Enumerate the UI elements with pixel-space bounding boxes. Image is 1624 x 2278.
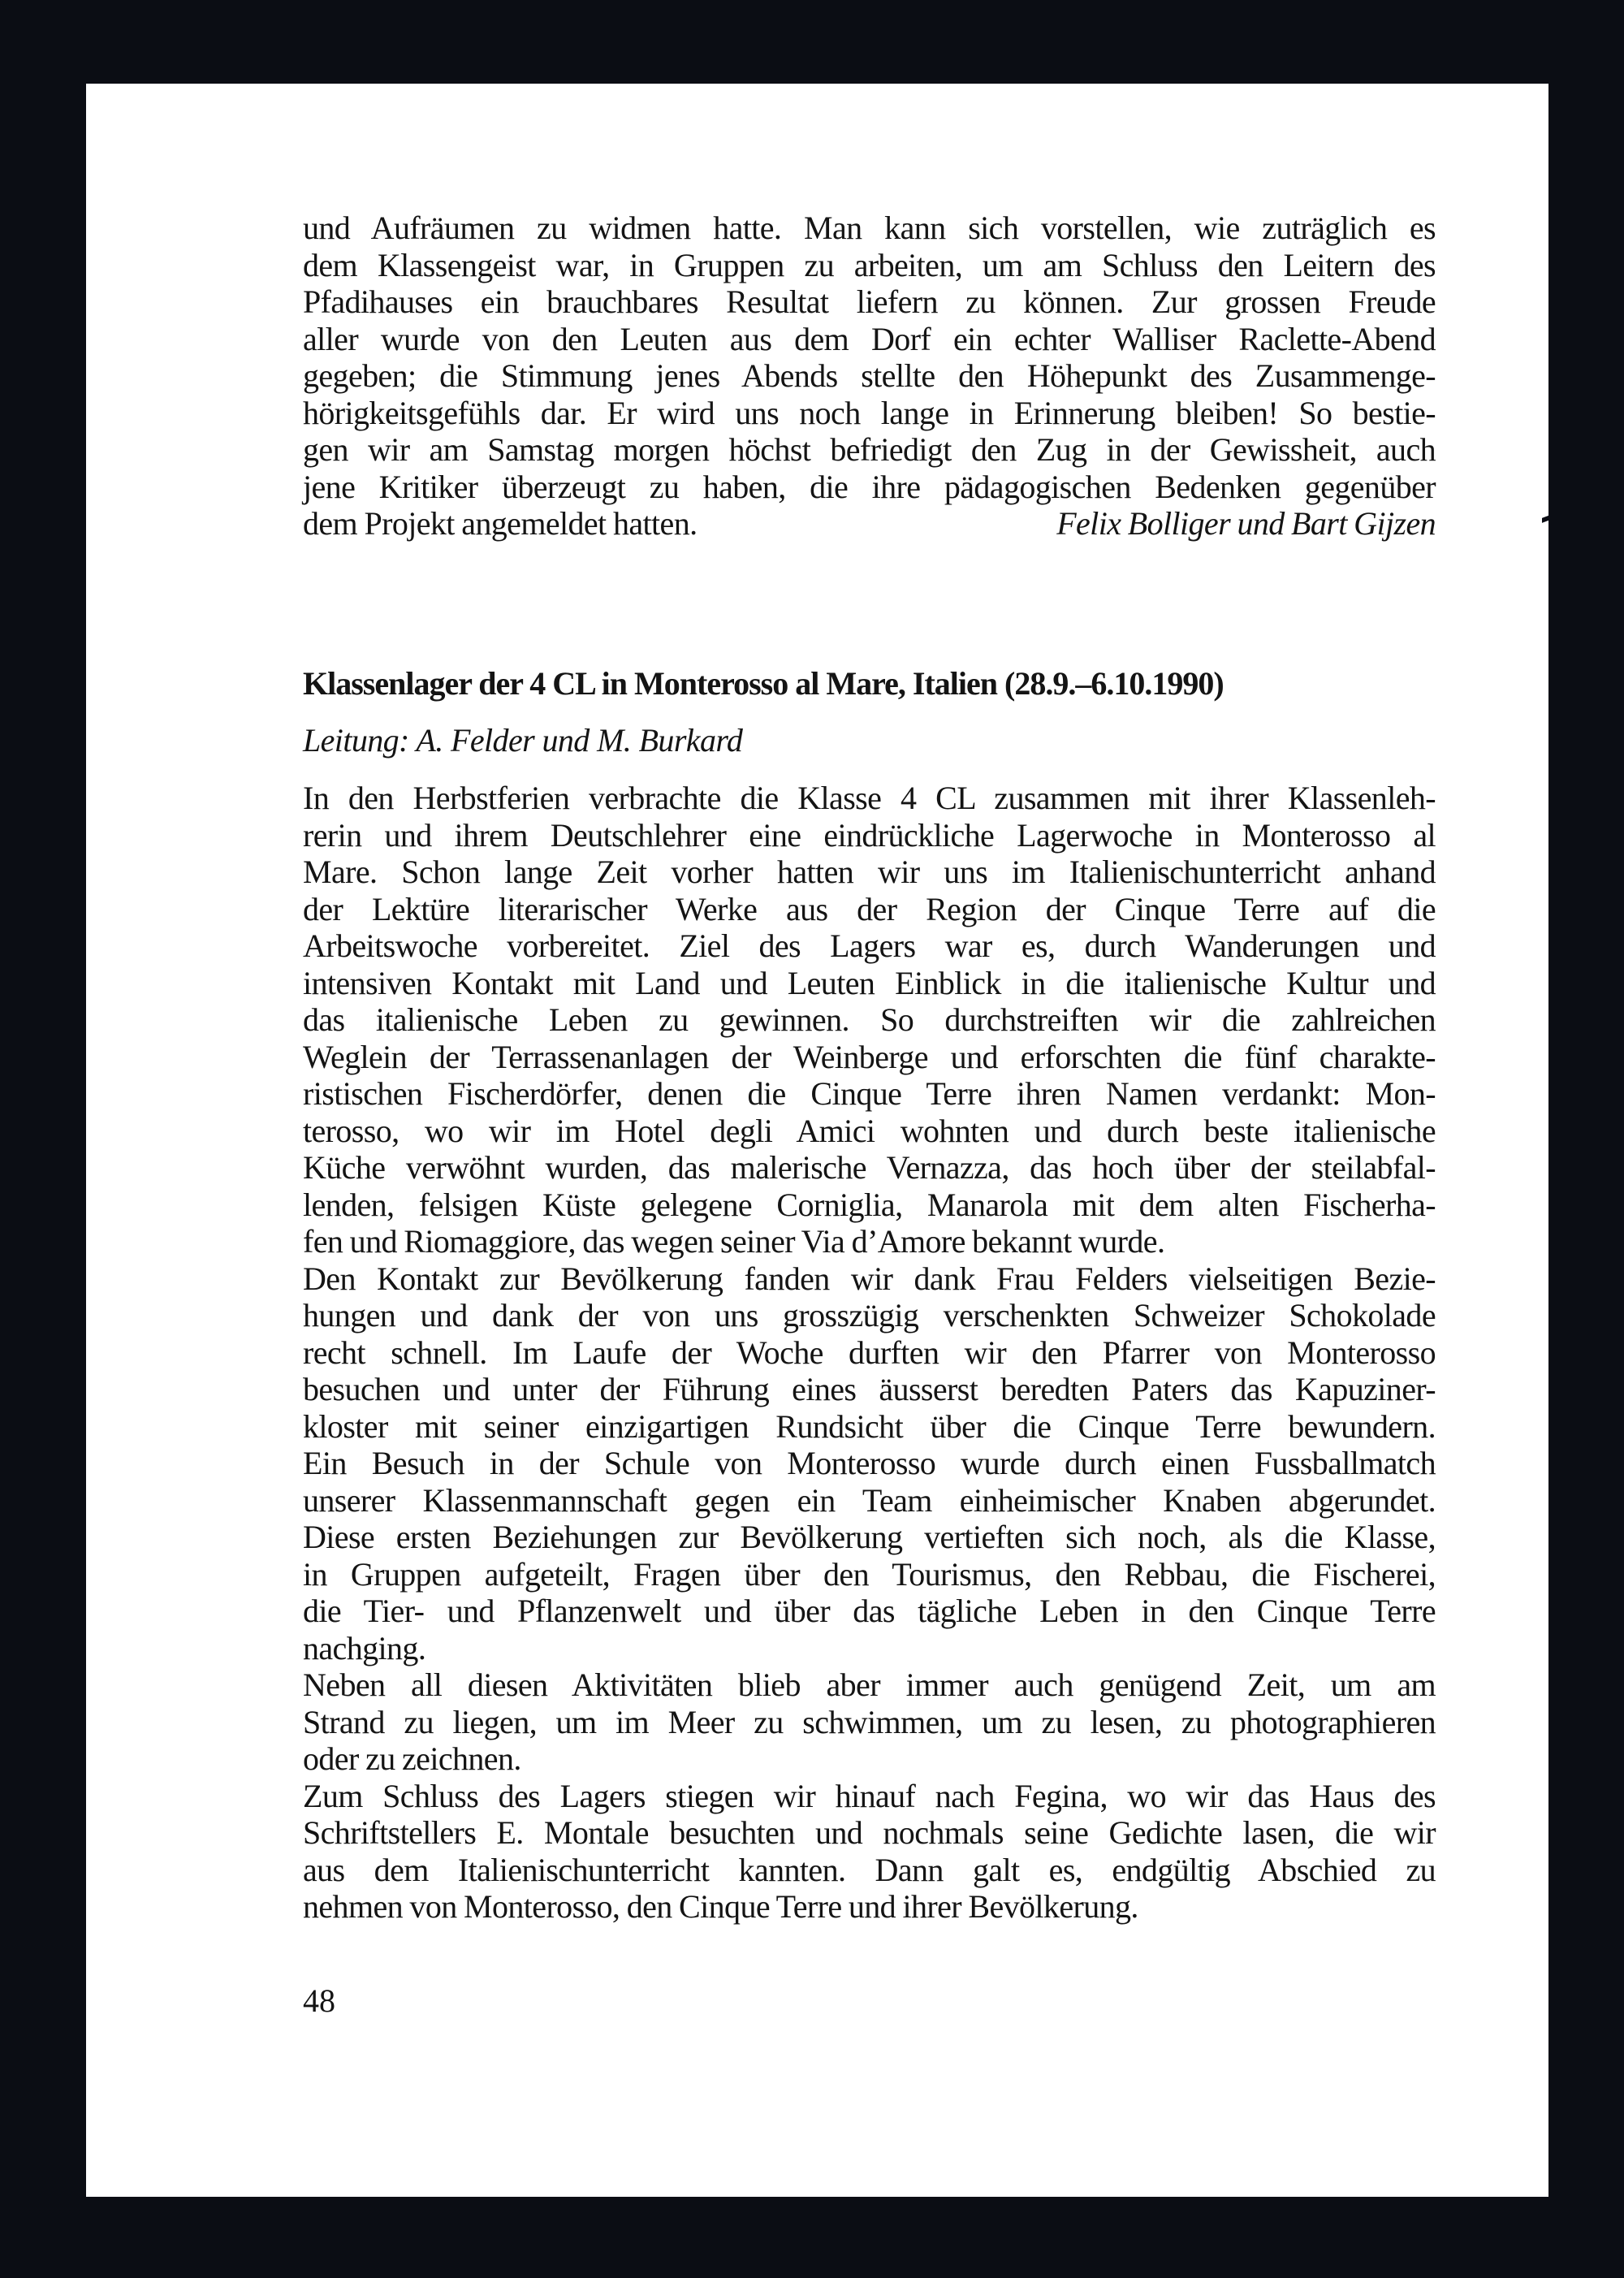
signature-line — [303, 505, 1436, 542]
text-line: In den Herbstferien verbrachte die Klasse 4 CL zusammen mit ihrer Klassenleh- — [303, 780, 1436, 816]
text-line: rerin und ihrem Deutschlehrer eine eindrückliche Lagerwoche in Monterosso al — [303, 816, 1436, 854]
text-line: dem Projekt angemeldet hatten. — [303, 505, 698, 542]
text-line: gen wir am Samstag morgen höchst befriedigt den Zug in der Gewissheit, auch — [303, 431, 1436, 468]
text-line: terosso, wo wir im Hotel degli Amici wohnten und durch beste italienische — [303, 1112, 1436, 1149]
text-line: aus dem Italienischunterricht kannten. Dann galt es, endgültig Abschied zu — [303, 1851, 1436, 1888]
text-line: hungen und dank der von uns grosszügig verschenkten Schweizer Schokolade — [303, 1297, 1436, 1334]
text-line: kloster mit seiner einzigartigen Rundsicht über die Cinque Terre bewundern. — [303, 1407, 1436, 1445]
text-line: Weglein der Terrassenanlagen der Weinberge und erforschten die fünf charakte- — [303, 1038, 1436, 1075]
text-line: recht schnell. Im Laufe der Woche durften wir den Pfarrer von Monterosso — [303, 1334, 1436, 1371]
page-number: 48 — [303, 1982, 335, 2019]
text-line: aller wurde von den Leuten aus dem Dorf ein echter Walliser Raclette-Abend — [303, 320, 1436, 357]
text-line: jene Kritiker überzeugt zu haben, die ihre pädagogischen Bedenken gegenüber — [303, 468, 1436, 505]
text-line: Diese ersten Beziehungen zur Bevölkerung vertieften sich noch, als die Klasse, — [303, 1519, 1436, 1555]
text-line: Mare. Schon lange Zeit vorher hatten wir uns im Italienischunterricht anhand — [303, 854, 1436, 890]
text-line: dem Klassengeist war, in Gruppen zu arbeiten, um am Schluss den Leitern des — [303, 246, 1436, 283]
text-line: und Aufräumen zu widmen hatte. Man kann sich vorstellen, wie zuträglich es — [303, 210, 1436, 246]
text-line: intensiven Kontakt mit Land und Leuten Einblick in die italienische Kultur und — [303, 964, 1436, 1001]
text-line: lenden, felsigen Küste gelegene Corniglia, Manarola mit dem alten Fischerha- — [303, 1186, 1436, 1223]
text-line: besuchen und unter der Führung eines äusserst beredten Paters das Kapuziner- — [303, 1371, 1436, 1407]
text-line: Zum Schluss des Lagers stiegen wir hinauf nach Fegina, wo wir das Haus des — [303, 1777, 1436, 1814]
continued-paragraph — [303, 210, 1436, 542]
text-line: unserer Klassenmannschaft gegen ein Team einheimischer Knaben abgerundet. — [303, 1481, 1436, 1519]
text-line: die Tier- und Pflanzenwelt und über das tägliche Leben in den Cinque Terre — [303, 1593, 1436, 1629]
text-line: gegeben; die Stimmung jenes Abends stellte den Höhepunkt des Zusammenge- — [303, 357, 1436, 394]
text-line: Schriftstellers E. Montale besuchten und nochmals seine Gedichte lasen, die wir — [303, 1814, 1436, 1851]
text-line: Küche verwöhnt wurden, das malerische Vernazza, das hoch über der steilabfal- — [303, 1149, 1436, 1186]
text-line: Ein Besuch in der Schule von Monterosso wurde durch einen Fussballmatch — [303, 1445, 1436, 1481]
text-line: nachging. — [303, 1629, 426, 1666]
article-body — [303, 780, 1436, 1926]
text-line: in Gruppen aufgeteilt, Fragen über den Tourismus, den Rebbau, die Fischerei, — [303, 1555, 1436, 1593]
text-line: Den Kontakt zur Bevölkerung fanden wir dank Frau Felders vielseitigen Bezie- — [303, 1260, 1436, 1297]
author-signature: Felix Bolliger und Bart Gijzen — [1056, 505, 1436, 542]
text-line: oder zu zeichnen. — [303, 1740, 521, 1777]
article-leaders: Leitung: A. Felder und M. Burkard — [303, 722, 743, 759]
text-line: das italienische Leben zu gewinnen. So durchstreiften wir die zahlreichen — [303, 1001, 1436, 1038]
text-line: nehmen von Monterosso, den Cinque Terre und ihrer Bevölkerung. — [303, 1888, 1138, 1925]
text-line: Arbeitswoche vorbereitet. Ziel des Lagers war es, durch Wanderungen und — [303, 927, 1436, 964]
text-line: Strand zu liegen, um im Meer zu schwimmen, um zu lesen, zu photographieren — [303, 1703, 1436, 1740]
article-heading: Klassenlager der 4 CL in Monterosso al Mare, Italien (28.9.–6.10.1990) — [303, 665, 1224, 702]
text-line: ristischen Fischerdörfer, denen die Cinque Terre ihren Namen verdankt: Mon- — [303, 1075, 1436, 1112]
text-line: fen und Riomaggiore, das wegen seiner Via d’Amore bekannt wurde. — [303, 1223, 1165, 1260]
text-line: der Lektüre literarischer Werke aus der Region der Cinque Terre auf die — [303, 890, 1436, 927]
text-line: hörigkeitsgefühls dar. Er wird uns noch lange in Erinnerung bleiben! So bestie- — [303, 394, 1436, 431]
text-line: Pfadihauses ein brauchbares Resultat liefern zu können. Zur grossen Freude — [303, 283, 1436, 320]
text-line: Neben all diesen Aktivitäten blieb aber immer auch genügend Zeit, um am — [303, 1666, 1436, 1703]
